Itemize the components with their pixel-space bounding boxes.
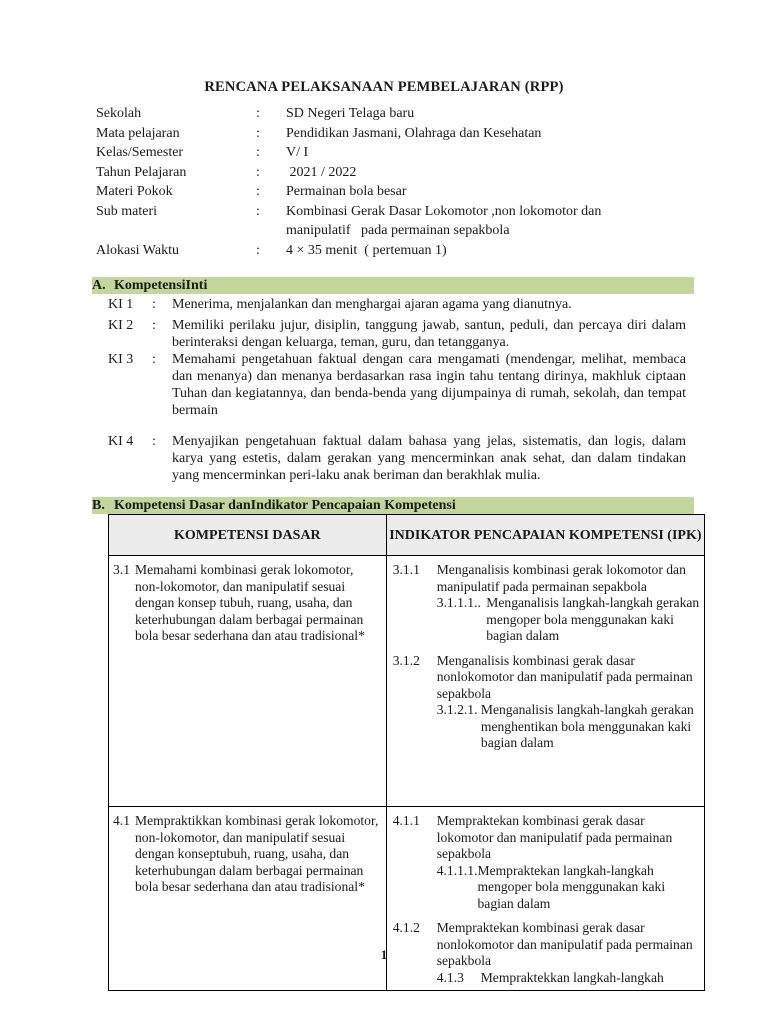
ipk-sub-number: 3.1.2.1.	[436, 702, 478, 717]
ipk-number: 4.1.1	[392, 813, 420, 828]
info-colon: :	[256, 242, 260, 258]
kd-text: Mempraktikkan kombinasi gerak lokomotor, non-lokomotor, dan manipulatif sesuai dengan konseptubuh, ruang, usaha, dan keterhubungan dalam berbagai permainan bola besar sederhana dan atau tradisional*	[135, 813, 379, 894]
info-value: 4 × 35 menit ( pertemuan 1)	[286, 242, 447, 258]
info-row-subtopic	[96, 202, 666, 241]
document-title: RENCANA PELAKSANAAN PEMBELAJARAN (RPP)	[204, 79, 564, 95]
info-label: Alokasi Waktu	[96, 242, 179, 258]
ki-item	[108, 317, 686, 351]
ipk-sub-number: 4.1.1.1.	[436, 862, 478, 878]
info-colon: :	[256, 184, 260, 199]
ipk-subitem	[437, 863, 700, 913]
info-colon: :	[256, 203, 260, 219]
ipk-sub-number: 4.1.3	[436, 969, 464, 985]
ki-list	[108, 296, 686, 484]
info-value: 2021 / 2022	[286, 164, 357, 180]
kd-item	[113, 813, 380, 896]
kd-number: 3.1	[113, 562, 130, 577]
page-number: 1	[380, 947, 388, 962]
ipk-number: 4.1.2	[392, 920, 420, 935]
info-label: Materi Pokok	[96, 184, 173, 199]
ipk-number: 3.1.2	[392, 652, 420, 668]
info-colon: :	[256, 145, 260, 160]
ipk-text: Mempraktekan kombinasi gerak dasar lokomotor dan manipulatif pada permainan sepakbola	[436, 813, 673, 861]
ipk-sub-text: Mempraktekan langkah-langkah mengoper bola menggunakan kaki bagian dalam	[477, 862, 666, 911]
info-value: SD Negeri Telaga baru	[286, 106, 415, 121]
info-row-topic	[96, 182, 666, 202]
ki-colon: :	[152, 318, 156, 333]
kd-cell	[109, 556, 387, 807]
ki-text: Memahami pengetahuan faktual dengan cara mengamati (mendengar, melihat, membaca dan menanya) dan menanya berdasarkan rasa ingin tahu tentang dirinya, makhluk ciptaan Tuhan dan kegiatannya, dan benda-benda yang dijumpainya di rumah, sekolah, dan tempat bermain	[172, 352, 686, 418]
ki-item	[108, 296, 686, 313]
info-row-year	[96, 163, 666, 183]
info-colon: :	[256, 125, 260, 141]
section-title: KompetensiInti	[114, 278, 208, 293]
ipk-subitem	[437, 595, 700, 645]
ipk-number: 3.1.1	[392, 562, 420, 577]
info-row-school	[96, 104, 666, 124]
kd-number: 4.1	[113, 813, 130, 828]
info-row-time	[96, 241, 666, 261]
ki-code: KI 1	[108, 297, 134, 312]
ki-item	[108, 351, 686, 419]
ipk-subitem	[437, 970, 700, 987]
info-colon: :	[256, 164, 260, 180]
info-colon: :	[256, 106, 260, 121]
info-label: Mata pelajaran	[96, 125, 180, 141]
ki-code: KI 4	[108, 434, 134, 449]
header-kd: KOMPETENSI DASAR	[109, 515, 387, 556]
ipk-text: Mempraktekan kombinasi gerak dasar nonlokomotor dan manipulatif pada permainan sepakbola	[436, 920, 693, 968]
info-value: V/ I	[286, 145, 309, 160]
ipk-sub-text: Menganalisis langkah-langkah gerakan mengoper bola menggunakan kaki bagian dalam	[486, 595, 700, 643]
info-label: Kelas/Semester	[96, 145, 184, 160]
ipk-item	[393, 562, 700, 595]
info-label: Sub materi	[96, 203, 158, 219]
ki-code: KI 2	[108, 318, 134, 333]
kd-item	[113, 562, 380, 645]
ki-text: Memiliki perilaku jujur, disiplin, tanggung jawab, santun, peduli, dan percaya diri dalam berinteraksi dengan keluarga, teman, guru, dan tetangganya.	[172, 318, 686, 350]
identity-block	[96, 104, 666, 260]
table-row	[109, 556, 705, 807]
ki-item	[108, 433, 686, 484]
ipk-text: Menganalisis kombinasi gerak dasar nonlokomotor dan manipulatif pada permainan sepakbola	[436, 652, 693, 701]
ipk-subitem	[437, 702, 700, 752]
ipk-text: Menganalisis kombinasi gerak lokomotor dan manipulatif pada permainan sepakbola	[436, 562, 686, 594]
section-number: B.	[92, 498, 105, 513]
ipk-item	[393, 653, 700, 703]
ki-colon: :	[152, 352, 156, 367]
section-number: A.	[92, 278, 106, 293]
table-header-row	[109, 515, 705, 556]
ipk-cell	[386, 556, 704, 807]
ipk-sub-number: 3.1.1.1..	[436, 595, 481, 610]
ipk-item	[393, 813, 700, 863]
info-value: Pendidikan Jasmani, Olahraga dan Kesehatan	[286, 125, 542, 141]
kd-ipk-table	[108, 514, 705, 991]
ki-code: KI 3	[108, 352, 134, 367]
header-ipk: INDIKATOR PENCAPAIAN KOMPETENSI (IPK)	[386, 515, 704, 556]
ki-text: Menerima, menjalankan dan menghargai ajaran agama yang dianutnya.	[172, 297, 572, 312]
info-row-subject	[96, 124, 666, 144]
info-row-class	[96, 143, 666, 163]
info-label: Tahun Pelajaran	[96, 164, 187, 180]
info-value: Kombinasi Gerak Dasar Lokomotor ,non lokomotor dan manipulatif pada permainan sepakbola	[286, 203, 605, 238]
ipk-sub-text: Menganalisis langkah-langkah gerakan menghentikan bola menggunakan kaki bagian dalam	[480, 702, 694, 750]
ki-colon: :	[152, 297, 156, 312]
ipk-sub-text: Mempraktekkan langkah-langkah	[480, 969, 664, 985]
ki-colon: :	[152, 434, 156, 449]
section-b-heading	[92, 497, 694, 514]
section-title: Kompetensi Dasar danIndikator Pencapaian Kompetensi	[114, 498, 456, 513]
info-label: Sekolah	[96, 106, 142, 121]
kd-text: Memahami kombinasi gerak lokomotor, non-lokomotor, dan manipulatif sesuai dengan konsep tubuh, ruang, usaha, dan keterhubungan dalam berbagai permainan bola besar sederhana dan atau tradisional*	[135, 562, 365, 643]
ki-text: Menyajikan pengetahuan faktual dalam bahasa yang jelas, sistematis, dan logis, dalam karya yang estetis, dalam gerakan yang mencerminkan anak sehat, dan dalam tindakan yang mencerminkan peri-laku anak beriman dan berakhlak mulia.	[172, 434, 686, 483]
section-a-heading	[92, 277, 694, 294]
info-value: Permainan bola besar	[286, 184, 407, 199]
